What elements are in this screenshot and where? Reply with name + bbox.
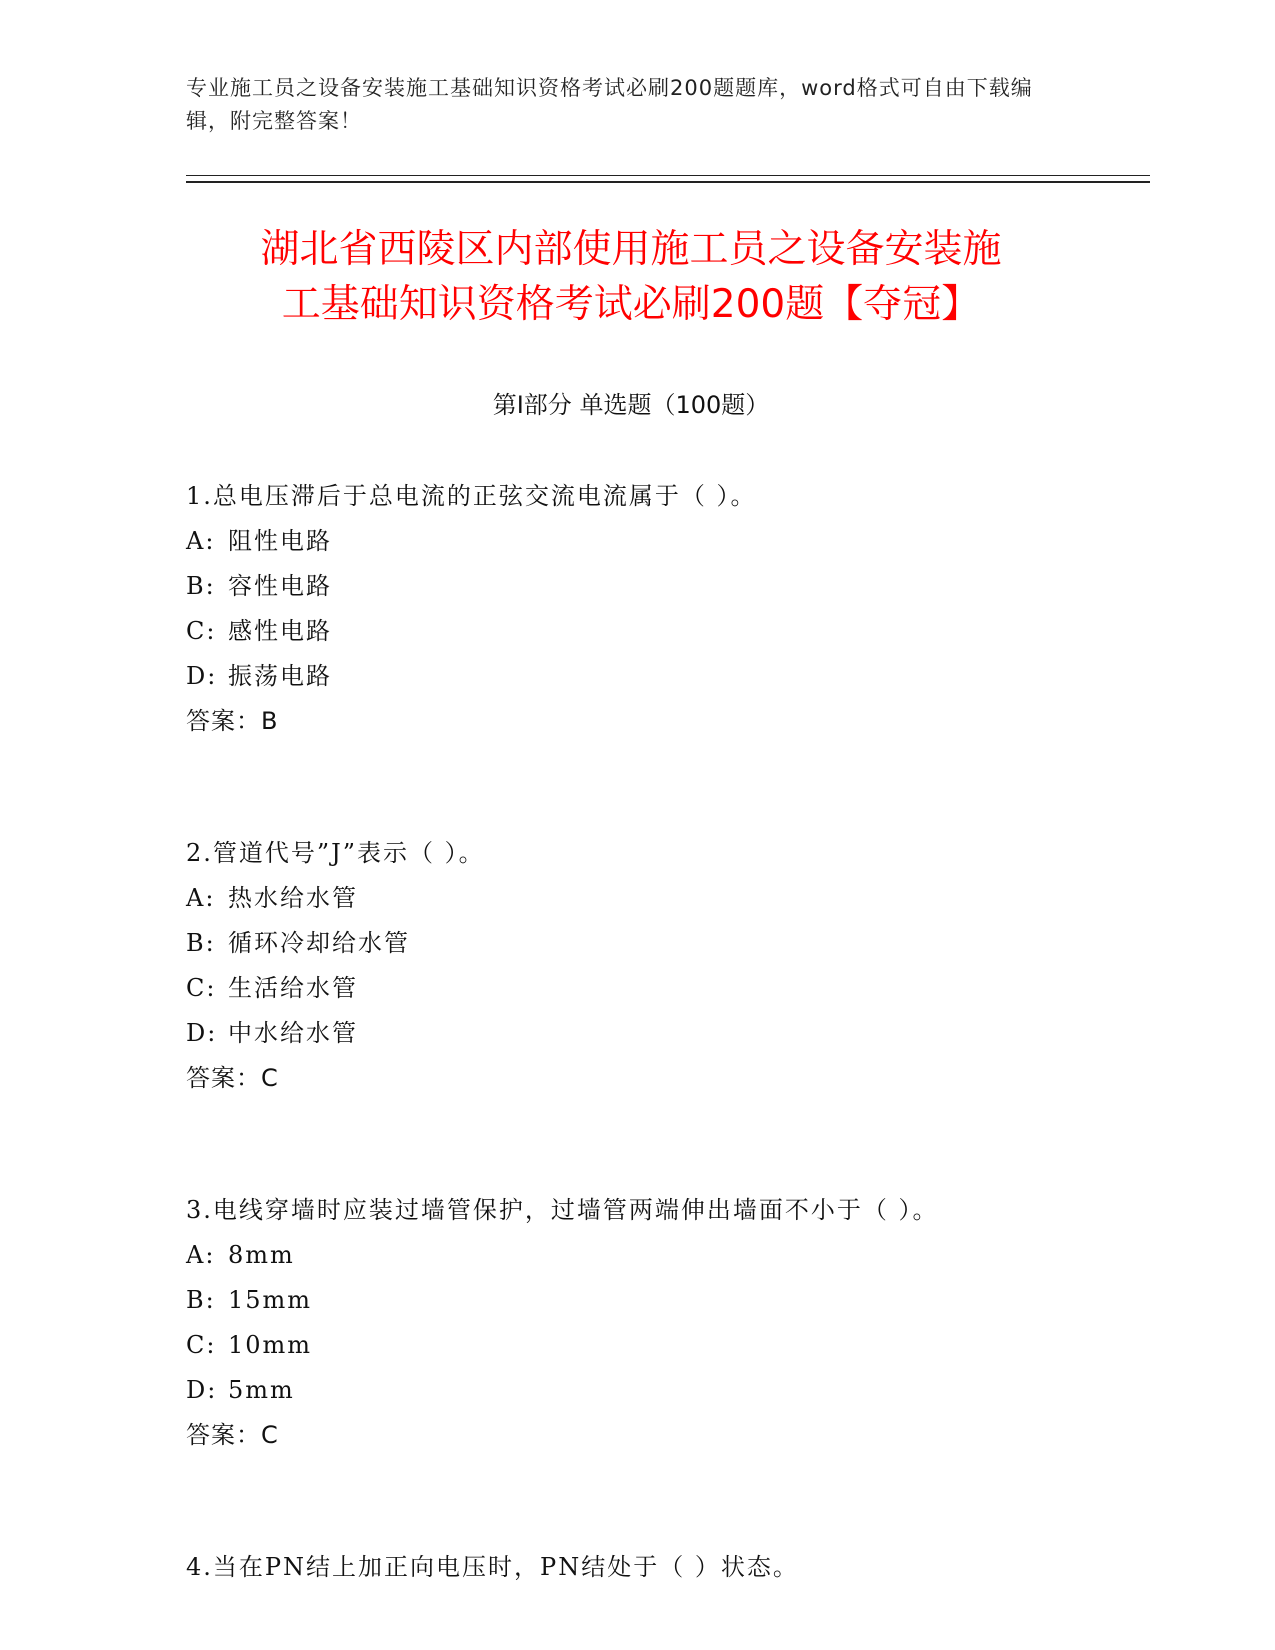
option-a xyxy=(186,1233,1136,1278)
option-text: 循环冷却给水管 xyxy=(228,929,410,957)
option-key: C: xyxy=(186,1331,217,1359)
option-d xyxy=(186,1011,1136,1056)
option-key: D: xyxy=(186,1376,218,1404)
question-spacer xyxy=(186,744,1136,831)
question-2 xyxy=(186,831,1136,1101)
answer-line: 答案：C xyxy=(186,1421,279,1449)
option-text: 热水给水管 xyxy=(228,884,358,912)
option-c xyxy=(186,966,1136,1011)
question-spacer xyxy=(186,1101,1136,1188)
answer-line: 答案：B xyxy=(186,707,279,735)
option-text: 阻性电路 xyxy=(228,527,332,555)
option-b xyxy=(186,1278,1136,1323)
header-note: 专业施工员之设备安装施工基础知识资格考试必刷200题题库，word格式可自由下载编辑，附完整答案！ xyxy=(186,76,1033,133)
answer-line: 答案：C xyxy=(186,1064,279,1092)
question-text: 3.电线穿墙时应装过墙管保护，过墙管两端伸出墙面不小于（ ）。 xyxy=(186,1196,939,1224)
header-divider-top xyxy=(186,175,1150,176)
option-text: 15mm xyxy=(228,1286,313,1314)
option-text: 8mm xyxy=(228,1241,295,1269)
option-d xyxy=(186,654,1136,699)
option-key: A: xyxy=(186,884,216,912)
option-key: B: xyxy=(186,572,216,600)
option-text: 中水给水管 xyxy=(228,1019,358,1047)
option-text: 10mm xyxy=(228,1331,313,1359)
option-key: A: xyxy=(186,527,216,555)
title-line-1: 湖北省西陵区内部使用施工员之设备安装施 xyxy=(260,227,1002,272)
option-a xyxy=(186,876,1136,921)
question-text: 4.当在PN结上加正向电压时，PN结处于（ ）状态。 xyxy=(186,1553,799,1581)
option-text: 生活给水管 xyxy=(228,974,358,1002)
option-text: 容性电路 xyxy=(228,572,332,600)
question-1 xyxy=(186,474,1136,744)
title-line-2: 工基础知识资格考试必刷200题【夺冠】 xyxy=(281,282,981,327)
option-key: B: xyxy=(186,1286,216,1314)
option-d xyxy=(186,1368,1136,1413)
section-heading: 第Ⅰ部分 单选题（100题） xyxy=(492,391,770,419)
option-key: D: xyxy=(186,662,218,690)
option-b xyxy=(186,921,1136,966)
option-key: B: xyxy=(186,929,216,957)
question-4 xyxy=(186,1545,1136,1590)
option-a xyxy=(186,519,1136,564)
option-key: C: xyxy=(186,617,217,645)
option-text: 5mm xyxy=(228,1376,295,1404)
option-text: 振荡电路 xyxy=(228,662,332,690)
option-c xyxy=(186,609,1136,654)
question-3 xyxy=(186,1188,1136,1458)
option-key: D: xyxy=(186,1019,218,1047)
question-text: 2.管道代号”J”表示（ ）。 xyxy=(186,839,485,867)
option-key: A: xyxy=(186,1241,216,1269)
option-key: C: xyxy=(186,974,217,1002)
option-c xyxy=(186,1323,1136,1368)
question-list xyxy=(186,474,1136,1590)
header-divider-bottom xyxy=(186,181,1150,183)
option-b xyxy=(186,564,1136,609)
option-text: 感性电路 xyxy=(228,617,332,645)
question-text: 1.总电压滞后于总电流的正弦交流电流属于（ ）。 xyxy=(186,482,757,510)
question-spacer xyxy=(186,1458,1136,1545)
document-title xyxy=(186,222,1076,332)
